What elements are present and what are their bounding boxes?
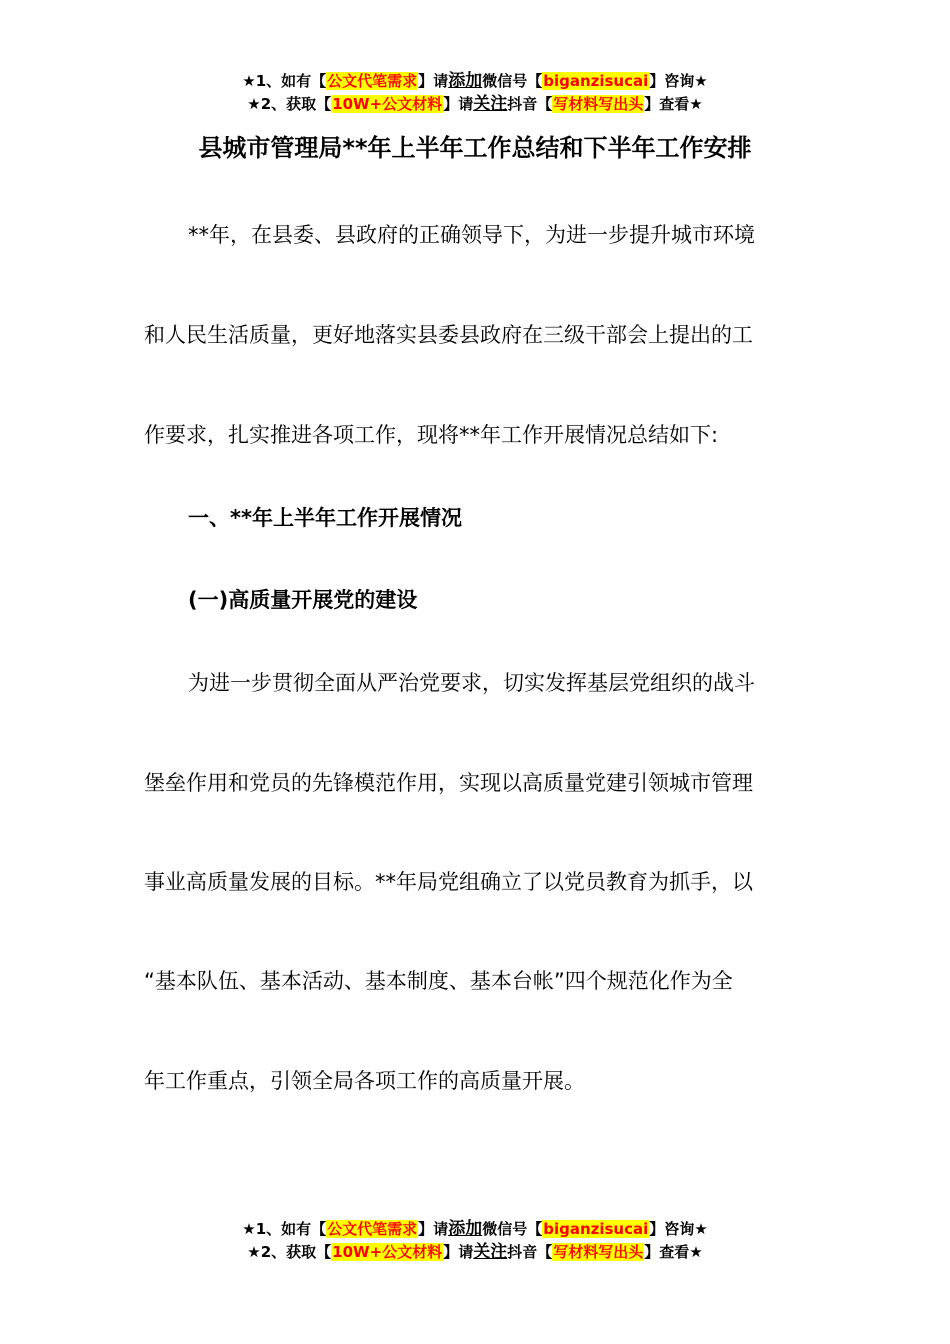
promo-text: 微信号【 (482, 72, 543, 90)
promo-highlight: 10W+公文材料 (332, 1243, 443, 1261)
promo-underline: 关注 (473, 1242, 508, 1262)
promo-text: 抖音【 (507, 95, 553, 113)
promo-text: 抖音【 (507, 1243, 553, 1261)
promo-underline: 关注 (473, 94, 508, 114)
paragraph-line: 作要求，扎实推进各项工作，现将**年工作开展情况总结如下: (144, 423, 719, 447)
promo-douyin-id: 写材料写出头 (553, 95, 644, 113)
paragraph-line: 堡垒作用和党员的先锋模范作用，实现以高质量党建引领城市管理 (144, 771, 753, 795)
promo-highlight: 10W+公文材料 (332, 95, 443, 113)
promo-line-1 (0, 70, 950, 93)
promo-text: 】查看★ (644, 1243, 703, 1261)
promo-text: 】请 (443, 1243, 474, 1261)
promo-underline: 添加 (448, 1219, 483, 1239)
promo-highlight: 公文代笔需求 (327, 72, 418, 90)
promo-text: 】咨询★ (649, 1220, 708, 1238)
paragraph-line: 年工作重点，引领全局各项工作的高质量开展。 (144, 1069, 585, 1093)
promo-text: 】请 (418, 72, 449, 90)
subsection-heading: (一)高质量开展党的建设 (188, 588, 418, 612)
promo-line-2 (0, 1241, 950, 1264)
paragraph-line: 为进一步贯彻全面从严治党要求，切实发挥基层党组织的战斗 (188, 671, 755, 695)
promo-line-1 (0, 1218, 950, 1241)
promo-text: 】咨询★ (649, 72, 708, 90)
footer-promo (0, 1218, 950, 1264)
promo-text: ★1、如有【 (242, 72, 327, 90)
section-heading: 一、**年上半年工作开展情况 (188, 506, 462, 530)
promo-underline: 添加 (448, 71, 483, 91)
paragraph-line: **年，在县委、县政府的正确领导下，为进一步提升城市环境 (188, 223, 755, 247)
header-promo (0, 70, 950, 116)
promo-line-2 (0, 93, 950, 116)
promo-text: 】请 (443, 95, 474, 113)
paragraph-line: 事业高质量发展的目标。**年局党组确立了以党员教育为抓手，以 (144, 870, 753, 894)
promo-text: 】查看★ (644, 95, 703, 113)
promo-wechat-id: biganzisucai (543, 72, 649, 90)
promo-wechat-id: biganzisucai (543, 1220, 649, 1238)
promo-text: ★1、如有【 (242, 1220, 327, 1238)
document-title: 县城市管理局**年上半年工作总结和下半年工作安排 (198, 134, 752, 162)
promo-text: 】请 (418, 1220, 449, 1238)
promo-text: ★2、获取【 (247, 1243, 332, 1261)
promo-text: ★2、获取【 (247, 95, 332, 113)
promo-highlight: 公文代笔需求 (327, 1220, 418, 1238)
promo-text: 微信号【 (482, 1220, 543, 1238)
paragraph-line: “基本队伍、基本活动、基本制度、基本台帐”四个规范化作为全 (144, 969, 733, 993)
paragraph-line: 和人民生活质量，更好地落实县委县政府在三级干部会上提出的工 (144, 323, 753, 347)
promo-douyin-id: 写材料写出头 (553, 1243, 644, 1261)
